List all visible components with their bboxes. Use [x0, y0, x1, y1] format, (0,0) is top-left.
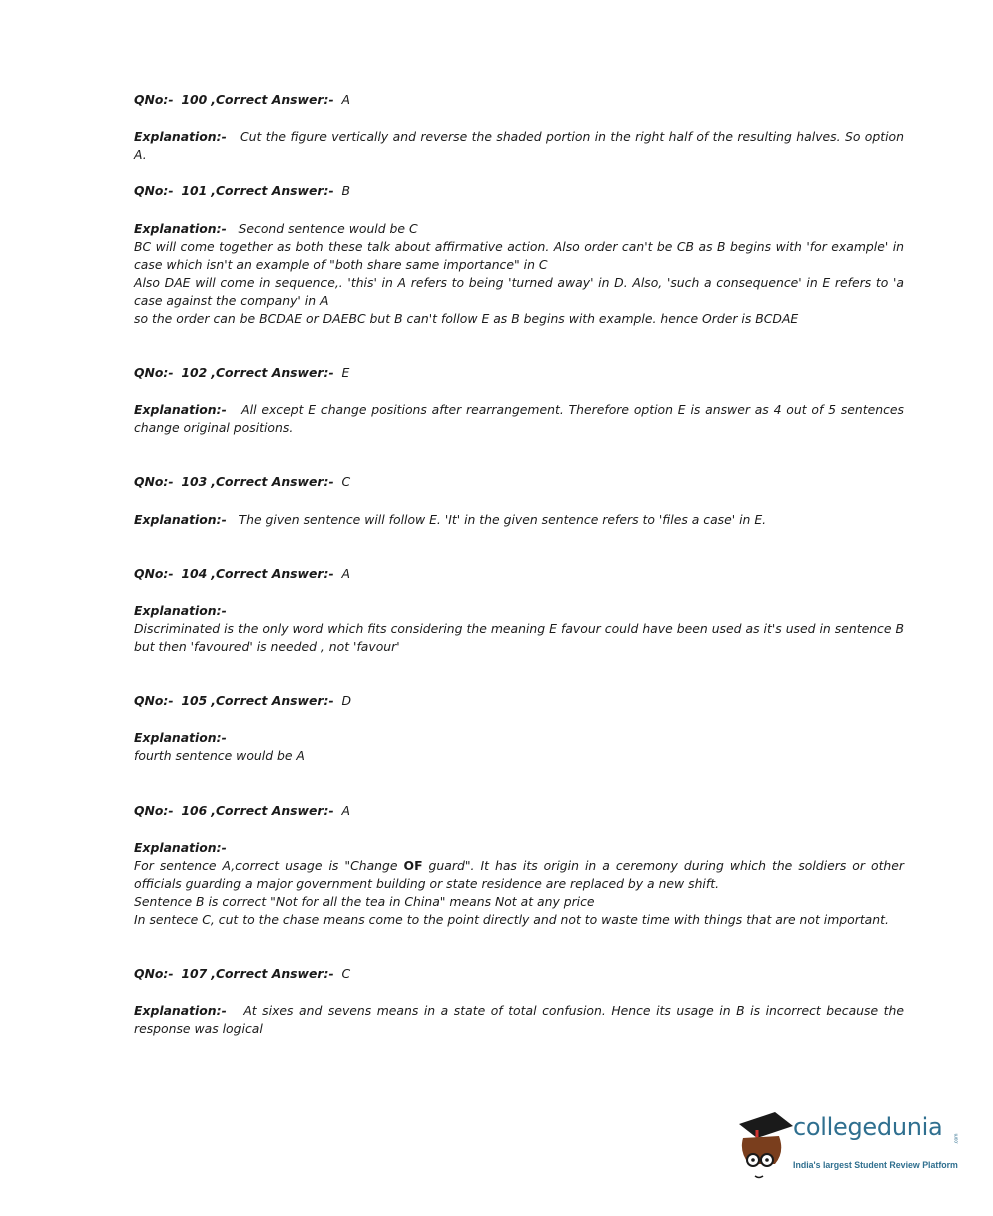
collegedunia-logo: [735, 1108, 960, 1180]
explanation-text: so the order can be BCDAE or DAEBC but B can't follow E as B begins with example. hence Order is BCDAE: [134, 311, 799, 326]
correct-answer-value: D: [341, 693, 352, 708]
question-header: [134, 473, 904, 491]
explanation-label: Explanation:-: [134, 1003, 227, 1018]
explanation-block: [134, 401, 904, 437]
qno-label: QNo:-: [134, 365, 174, 380]
correct-answer-value: E: [341, 365, 350, 380]
correct-answer-value: A: [341, 803, 350, 818]
brand-name: collegedunia: [793, 1113, 943, 1141]
correct-answer-label: ,Correct Answer:-: [211, 566, 334, 581]
explanation-label: Explanation:-: [134, 730, 227, 745]
question-header: [134, 182, 904, 200]
question-header: [134, 565, 904, 583]
explanation-block: [134, 220, 904, 328]
explanation-text: All except E change positions after rearrangement. Therefore option E is answer as 4 out of 5 sentences change original positions.: [134, 402, 904, 435]
explanation-label: Explanation:-: [134, 221, 227, 236]
explanation-text: fourth sentence would be A: [134, 748, 305, 763]
question-number: 100: [181, 92, 208, 107]
qno-label: QNo:-: [134, 566, 174, 581]
student-mascot-icon: [735, 1108, 795, 1180]
explanation-block: [134, 128, 904, 164]
explanation-text: The given sentence will follow E. 'It' in the given sentence refers to 'files a case' in E.: [238, 512, 767, 527]
qno-label: QNo:-: [134, 474, 174, 489]
qno-label: QNo:-: [134, 92, 174, 107]
explanation-block: [134, 839, 904, 929]
explanation-text: Discriminated is the only word which fits considering the meaning E favour could have been used as it's used in sentence B but then 'favoured' is needed , not 'favour': [134, 621, 904, 654]
correct-answer-value: C: [341, 474, 351, 489]
brand-suffix: .com: [953, 1133, 960, 1145]
explanation-block: [134, 511, 904, 529]
correct-answer-label: ,Correct Answer:-: [211, 803, 334, 818]
correct-answer-label: ,Correct Answer:-: [211, 92, 334, 107]
explanation-text: Also DAE will come in sequence,. 'this' in A refers to being 'turned away' in D. Also, 'such a consequence' in E refers to 'a case against the company' in A: [134, 275, 904, 308]
explanation-text: BC will come together as both these talk about affirmative action. Also order can't be CB as B begins with 'for example' in case which isn't an example of "both share same importance" in C: [134, 239, 904, 272]
correct-answer-label: ,Correct Answer:-: [211, 183, 334, 198]
correct-answer-label: ,Correct Answer:-: [211, 365, 334, 380]
question-header: [134, 965, 904, 983]
question-number: 106: [181, 803, 208, 818]
question-header: [134, 91, 904, 109]
correct-answer-value: A: [341, 92, 350, 107]
explanation-label: Explanation:-: [134, 129, 227, 144]
emphasis-text: OF: [403, 858, 423, 873]
explanation-text: Second sentence would be C: [238, 221, 418, 236]
explanation-label: Explanation:-: [134, 402, 227, 417]
question-header: [134, 364, 904, 382]
explanation-text: Sentence B is correct "Not for all the tea in China" means Not at any price: [134, 894, 595, 909]
qno-label: QNo:-: [134, 803, 174, 818]
explanation-block: [134, 729, 904, 765]
explanation-text: At sixes and sevens means in a state of total confusion. Hence its usage in B is incorrect because the response was logical: [134, 1003, 904, 1036]
correct-answer-value: A: [341, 566, 350, 581]
qno-label: QNo:-: [134, 693, 174, 708]
brand-tagline: India's largest Student Review Platform: [793, 1160, 958, 1170]
question-number: 107: [181, 966, 208, 981]
explanation-text: guard". It has its origin in a ceremony during which the soldiers or other officials guarding a major government building or state residence are replaced by a new shift.: [134, 858, 904, 891]
question-number: 104: [181, 566, 208, 581]
qno-label: QNo:-: [134, 966, 174, 981]
explanation-block: [134, 1002, 904, 1038]
question-number: 103: [181, 474, 208, 489]
correct-answer-value: B: [341, 183, 351, 198]
explanation-text: For sentence A,correct usage is "Change: [134, 858, 404, 873]
explanation-label: Explanation:-: [134, 603, 227, 618]
correct-answer-label: ,Correct Answer:-: [211, 474, 334, 489]
explanation-text: In sentece C, cut to the chase means come to the point directly and not to waste time with things that are not important.: [134, 912, 889, 927]
explanation-text: Cut the figure vertically and reverse the shaded portion in the right half of the resulting halves. So option A.: [134, 129, 904, 162]
question-number: 102: [181, 365, 208, 380]
explanation-block: [134, 602, 904, 656]
correct-answer-value: C: [341, 966, 351, 981]
qno-label: QNo:-: [134, 183, 174, 198]
correct-answer-label: ,Correct Answer:-: [211, 693, 334, 708]
explanation-label: Explanation:-: [134, 840, 227, 855]
question-header: [134, 802, 904, 820]
correct-answer-label: ,Correct Answer:-: [211, 966, 334, 981]
explanation-label: Explanation:-: [134, 512, 227, 527]
question-number: 105: [181, 693, 208, 708]
question-number: 101: [181, 183, 208, 198]
question-header: [134, 692, 904, 710]
